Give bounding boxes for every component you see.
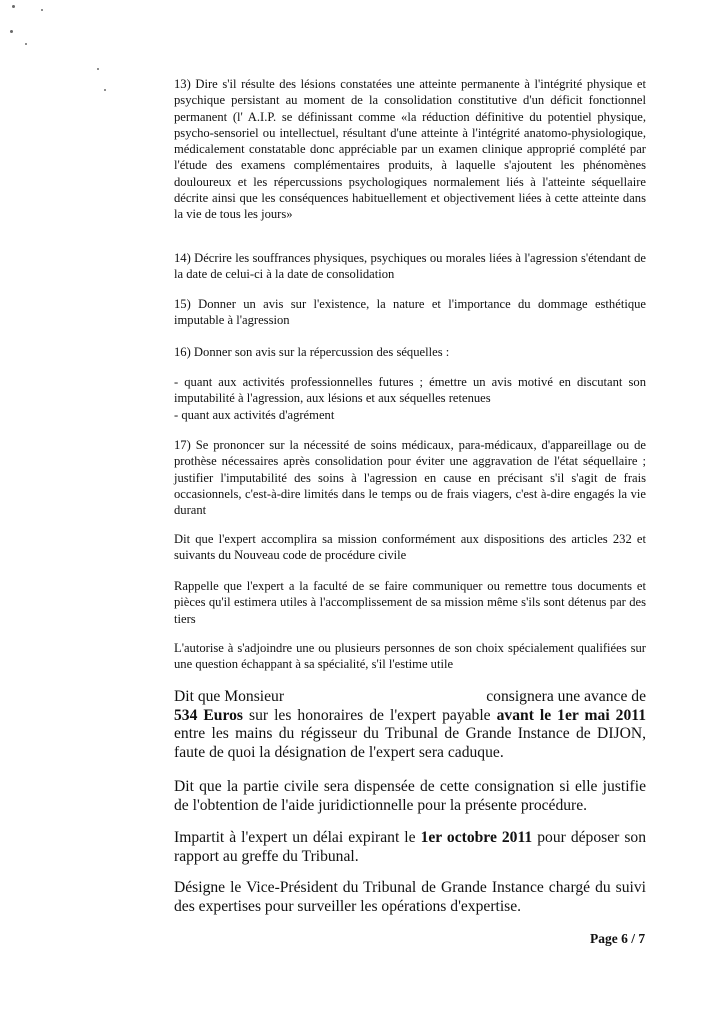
item-16-leisure: - quant aux activités d'agrément <box>174 408 335 422</box>
item-16-professional: - quant aux activités professionnelles futures ; émettre un avis motivé en discutant son imputabilité à l'agression, aux lésions et aux séquelles retenues <box>174 375 646 406</box>
page-number: Page 6 / 7 <box>590 931 646 946</box>
item-17: 17) Se prononcer sur la nécessité de soins médicaux, para-médicaux, d'appareillage ou de prothèse nécessaires après consolidation pour éviter une aggravation de l'état séquellaire ; justifier l'imputabilité des soins à l'agression en cause en précisant s'il s'agit de frais occasionnels, c'est-à-dire limités dans le temps ou de frais viagers, c'est à-dire engagés la vie durant <box>174 438 646 518</box>
delai-date: 1er octobre 2011 <box>420 829 533 846</box>
designe-paragraph: Désigne le Vice-Président du Tribunal de Grande Instance chargé du suivi des expertises pour surveiller les opérations d'expertise. <box>174 879 646 915</box>
scan-specks <box>0 0 120 110</box>
item-16: 16) Donner son avis sur la répercussion des séquelles : <box>174 345 450 359</box>
dispense-paragraph: Dit que la partie civile sera dispensée de cette consignation si elle justifie de l'obtention de l'aide juridictionnelle pour la présente procédure. <box>174 778 646 814</box>
consignera-text: consignera une avance de <box>486 688 646 705</box>
rappelle-paragraph: Rappelle que l'expert a la faculté de se faire communiquer ou remettre tous documents et pièces qu'il estimera utiles à l'accomplissement de sa mission même s'ils sont détenus par des tiers <box>174 579 646 626</box>
expert-mission-paragraph: Dit que l'expert accomplira sa mission conformément aux dispositions des articles 232 et suivants du Nouveau code de procédure civile <box>174 532 646 563</box>
delai-paragraph <box>174 829 646 866</box>
consignation-mid: sur les honoraires de l'expert payable <box>243 706 497 724</box>
delai-end: pour déposer son rapport au greffe du Tribunal. <box>174 829 646 865</box>
consignation-end: entre les mains du régisseur du Tribunal de Grande Instance de DIJON, faute de quoi la désignation de l'expert sera caduque. <box>174 725 646 761</box>
dit-que-monsieur: Dit que Monsieur <box>174 688 285 705</box>
consignation-amount: 534 Euros <box>174 706 243 724</box>
consignation-paragraph <box>174 688 646 762</box>
item-13: 13) Dire s'il résulte des lésions constatées une atteinte permanente à l'intégrité physique et psychique persistant au moment de la consolidation constitutive d'un déficit fonctionnel permanent (l' A.I.P. se définissant comme «la réduction définitive du potentiel physique, psycho-sensoriel ou intellectuel, résultant d'une atteinte à l'intégrité anatomo-physiologique, médicalement constatable donc appréciable par un examen clinique approprié complété par l'étude des examens complémentaires produits, à laquelle s'ajoutent les phénomènes douloureux et les répercussions psychologiques normalement liés à l'atteinte séquellaire décrite ainsi que les conséquences habituellement et objectivement liées à cette atteinte dans la vie de tous les jours» <box>174 77 646 222</box>
item-14: 14) Décrire les souffrances physiques, psychiques ou morales liées à l'agression s'étendant de la date de celui-ci à la date de consolidation <box>174 251 646 282</box>
delai-start: Impartit à l'expert un délai expirant le <box>174 829 421 846</box>
item-15: 15) Donner un avis sur l'existence, la nature et l'importance du dommage esthétique imputable à l'agression <box>174 297 646 328</box>
autorise-paragraph: L'autorise à s'adjoindre une ou plusieurs personnes de son choix spécialement qualifiées sur une question échappant à sa spécialité, s'il l'estime utile <box>174 641 646 672</box>
consignation-deadline: avant le 1er mai 2011 <box>496 706 647 724</box>
